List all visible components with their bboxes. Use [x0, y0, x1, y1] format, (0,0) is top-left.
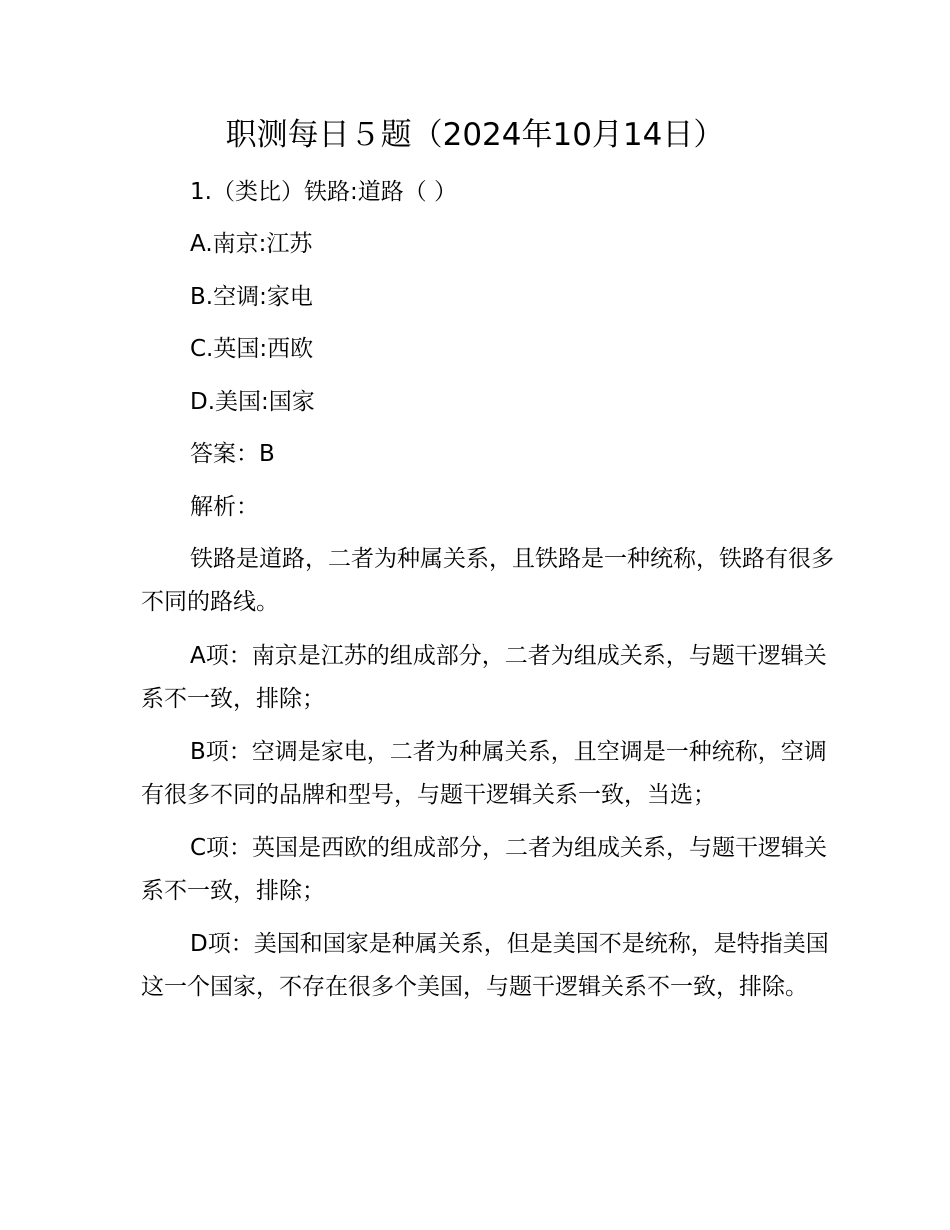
analysis-paragraph-d: D项：美国和国家是种属关系，但是美国不是统称，是特指美国这一个国家，不存在很多个美国，与题干逻辑关系不一致，排除。	[141, 931, 829, 1000]
answer-line: 答案：B	[190, 441, 275, 467]
analysis-paragraph-b: B项：空调是家电，二者为种属关系，且空调是一种统称，空调有很多不同的品牌和型号，与题干逻辑关系一致，当选；	[141, 739, 827, 808]
option-a: A.南京:江苏	[190, 231, 313, 257]
option-c: C.英国:西欧	[190, 336, 314, 362]
page-title: 职测每日５题（2024年10月14日）	[225, 117, 725, 153]
analysis-label: 解析：	[190, 494, 259, 520]
option-b: B.空调:家电	[190, 284, 313, 310]
option-d: D.美国:国家	[190, 389, 315, 415]
analysis-paragraph-intro: 铁路是道路，二者为种属关系，且铁路是一种统称，铁路有很多不同的路线。	[141, 546, 834, 615]
analysis-paragraph-c: C项：英国是西欧的组成部分，二者为组成关系，与题干逻辑关系不一致，排除；	[141, 835, 828, 904]
question-stem: 1.（类比）铁路:道路（ ）	[190, 179, 458, 205]
analysis-paragraph-a: A项：南京是江苏的组成部分，二者为组成关系，与题干逻辑关系不一致，排除；	[141, 643, 827, 712]
